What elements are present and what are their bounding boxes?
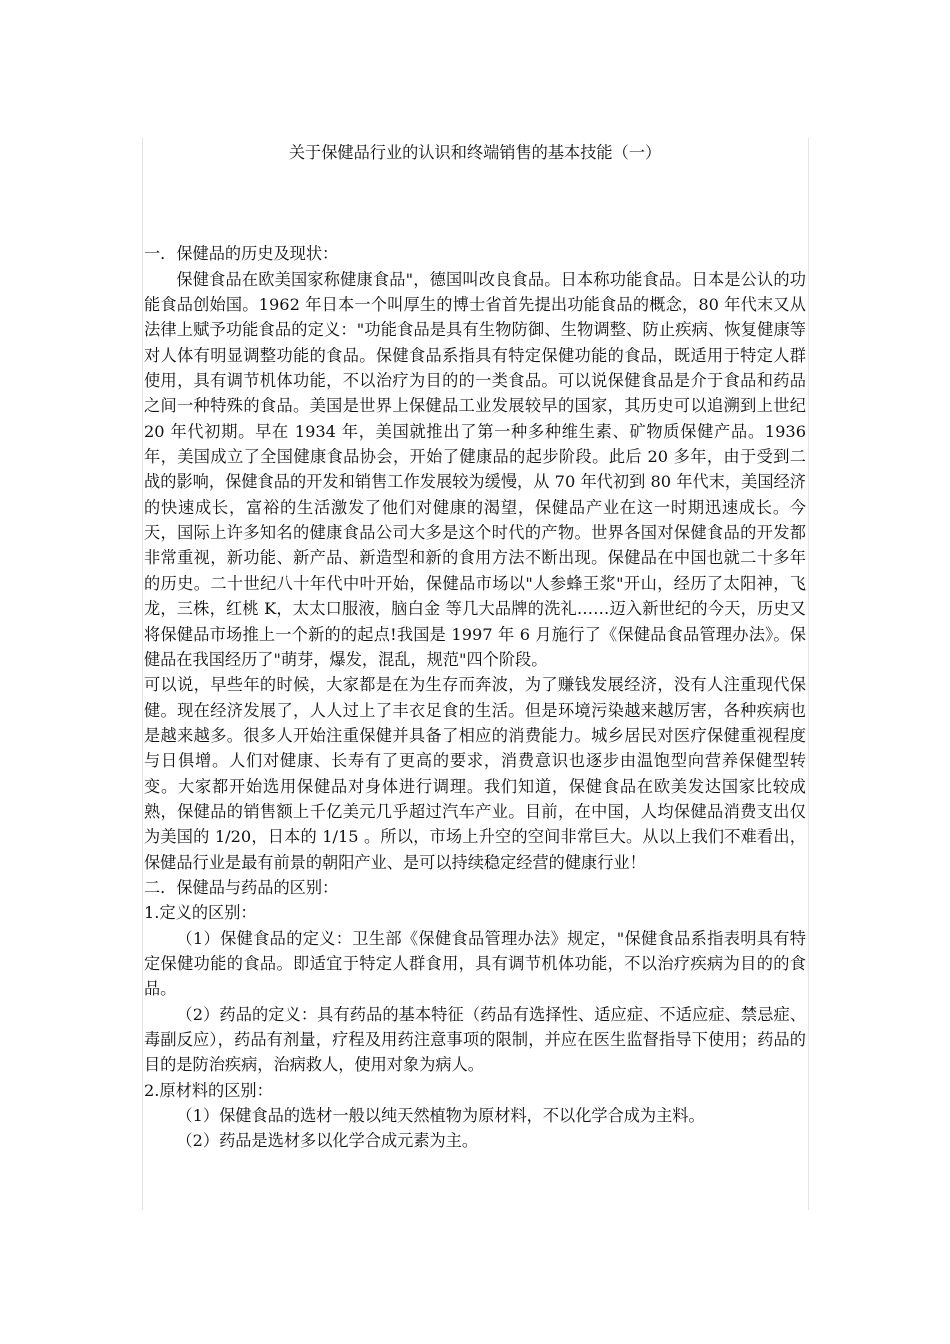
paragraph-health-food-definition: （1）保健食品的定义：卫生部《保健食品管理办法》规定，"保健食品系指表明具有特定保健功能的食品。即适宜于特定人群食用，具有调节机体功能，不以治疗疾病为目的的食品。 (144, 928, 806, 999)
section-heading-differences: 二．保健品与药品的区别： (144, 877, 339, 897)
paragraph-market-outlook: 可以说，早些年的时候，大家都是在为生存而奔波，为了赚钱发展经济，没有人注重现代保健。现在经济发展了，人人过上了丰衣足食的生活。但是环境污染越来越厉害，各种疾病也是越来越多。很多人开始注重保健并具备了相应的消费能力。城乡居民对医疗保健重视程度与日俱增。人们对健康、长寿有了更高的要求，消费意识也逐步由温饱型向营养保健型转变。大家都开始选用保健品对身体进行调理。我们知道，保健食品在欧美发达国家比较成熟，保健品的销售额上千亿美元几乎超过汽车产业。目前，在中国，人均保健品消费支出仅为美国的 1/20，日本的 1/15 。所以，市场上升空的空间非常巨大。从以上我们不难看出，保健品行业是最有前景的朝阳产业、是可以持续稳定经营的健康行业！ (144, 675, 806, 872)
document-body (144, 140, 806, 1154)
paragraph-health-food-materials: （1）保健食品的选材一般以纯天然植物为原材料，不以化学合成为主料。 (176, 1106, 705, 1126)
paragraph-drug-definition: （2）药品的定义：具有药品的基本特征（药品有选择性、适应症、不适应症、禁忌症、毒副反应），药品有剂量，疗程及用药注意事项的限制，并应在医生监督指导下使用；药品的目的是防治疾病，治病救人，使用对象为病人。 (144, 1004, 806, 1075)
section-heading-history: 一．保健品的历史及现状： (144, 244, 339, 264)
right-margin-guide (808, 138, 809, 1210)
left-margin-guide (142, 138, 143, 1210)
subsection-heading-definition: 1.定义的区别： (144, 903, 257, 923)
subsection-heading-materials: 2.原材料的区别： (144, 1080, 273, 1100)
document-title: 关于保健品行业的认识和终端销售的基本技能（一） (288, 143, 662, 162)
paragraph-drug-materials: （2）药品是选材多以化学合成元素为主。 (176, 1131, 479, 1151)
paragraph-history: 保健食品在欧美国家称健康食品"，德国叫改良食品。日本称功能食品。日本是公认的功能食品创始国。1962 年日本一个叫厚生的博士省首先提出功能食品的概念，80 年代末又从法律上赋予功能食品的定义："功能食品是具有生物防御、生物调整、防止疾病、恢复健康等对人体有明显调整功能的食品。保健食品系指具有特定保健功能的食品，既适用于特定人群使用，具有调节机体功能，不以治疗为目的的一类食品。可以说保健食品是介于食品和药品之间一种特殊的食品。美国是世界上保健品工业发展较早的国家，其历史可以追溯到上世纪 20 年代初期。早在 1934 年，美国就推出了第一种多种维生素、矿物质保健产品。1936 年，美国成立了全国健康食品协会，开始了健康品的起步阶段。此后 20 多年，由于受到二战的影响，保健食品的开发和销售工作发展较为缓慢，从 70 年代初到 80 年代末，美国经济的快速成长，富裕的生活激发了他们对健康的渴望，保健品产业在这一时期迅速成长。今天，国际上许多知名的健康食品公司大多是这个时代的产物。世界各国对保健食品的开发都非常重视，新功能、新产品、新造型和新的食用方法不断出现。保健品在中国也就二十多年的历史。二十世纪八十年代中叶开始，保健品市场以"人参蜂王浆"开山，经历了太阳神，飞龙，三株，红桃 K，太太口服液，脑白金 等几大品牌的洗礼……迈入新世纪的今天，历史又将保健品市场推上一个新的的起点!我国是 1997 年 6 月施行了《保健品食品管理办法》。保健品在我国经历了"萌芽，爆发，混乱，规范"四个阶段。 (144, 269, 806, 669)
